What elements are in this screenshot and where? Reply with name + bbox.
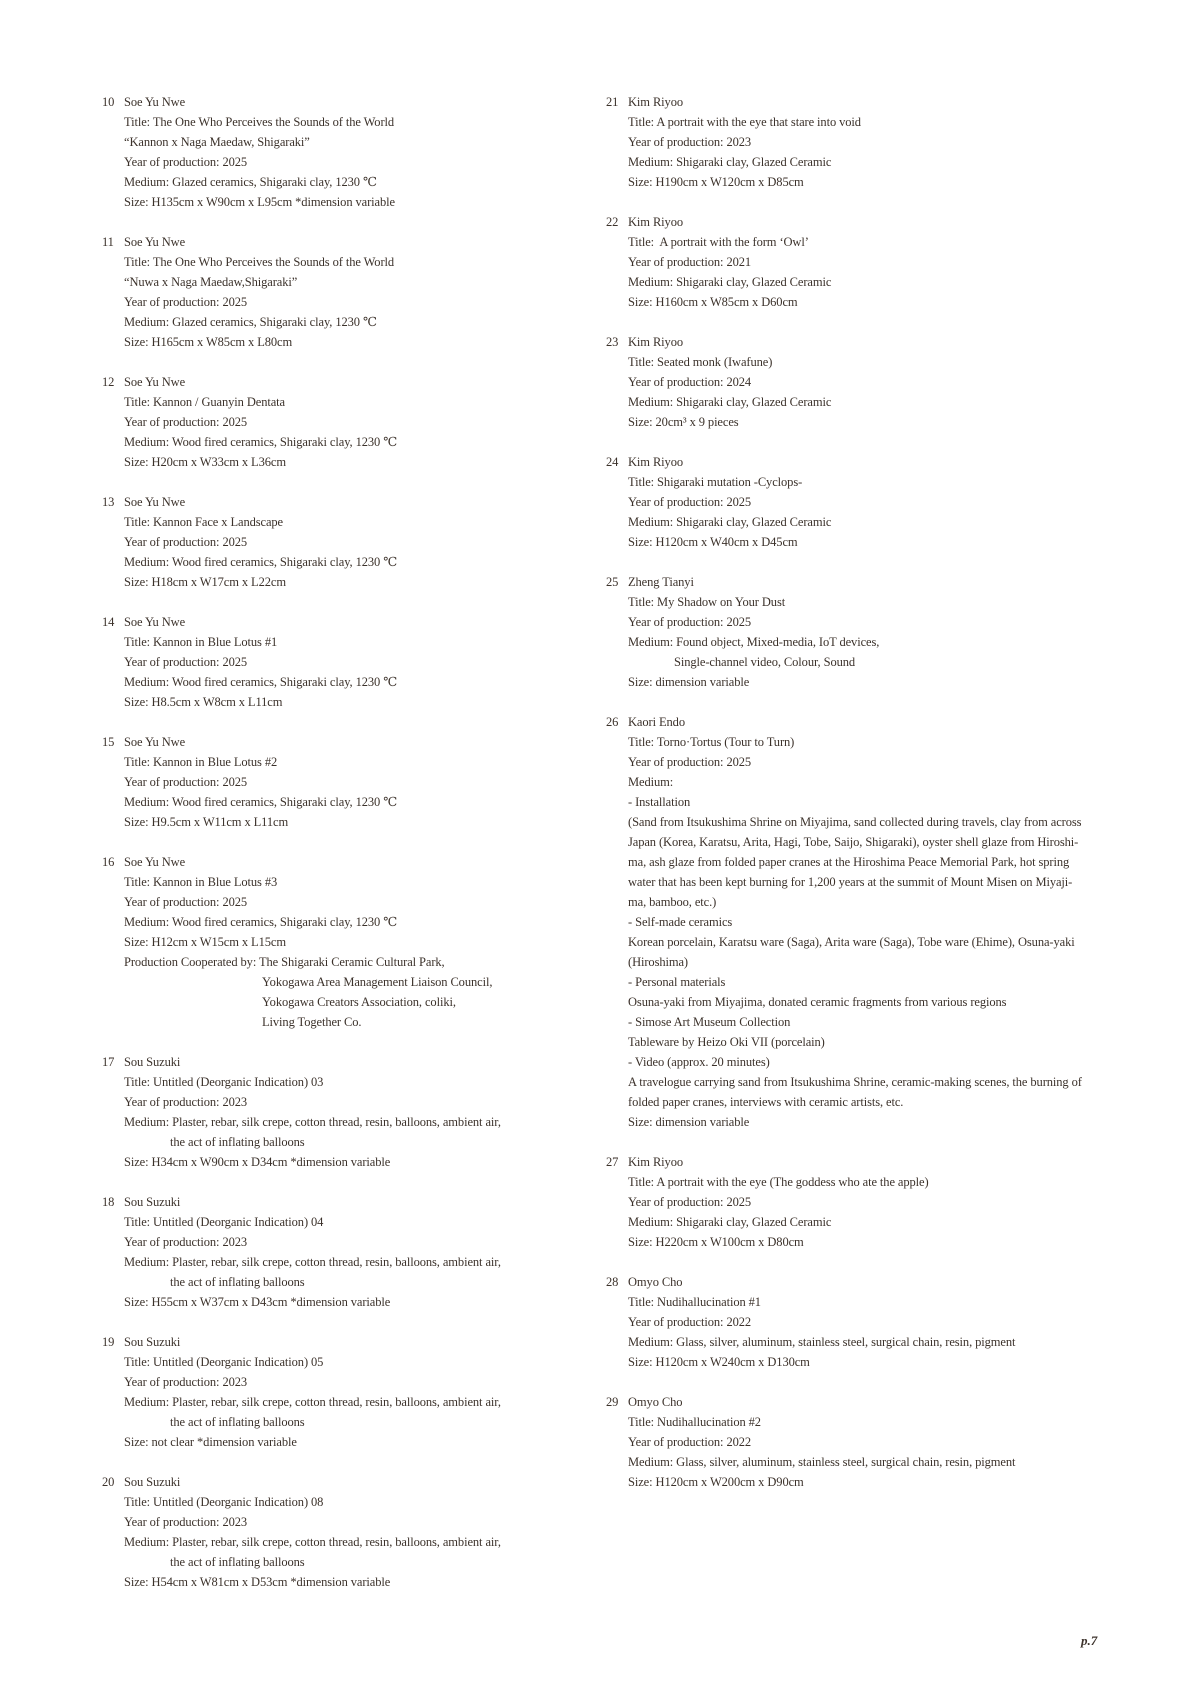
entry-detail-line: Living Together Co.	[262, 1015, 362, 1029]
entry-artist-name: Soe Yu Nwe	[124, 235, 186, 249]
entry-detail-line: (Hiroshima)	[628, 955, 688, 969]
entry-number: 25	[606, 575, 619, 589]
entry-detail-line: Year of production: 2025	[628, 1195, 752, 1209]
entry-detail-line: - Installation	[628, 795, 691, 809]
entry-artist-name: Soe Yu Nwe	[124, 495, 186, 509]
entry-detail-line: Medium: Glass, silver, aluminum, stainless steel, surgical chain, resin, pigment	[628, 1335, 1016, 1349]
entry-detail-line: Title: Untitled (Deorganic Indication) 05	[124, 1355, 324, 1369]
entry-detail-line: ma, bamboo, etc.)	[628, 895, 717, 909]
entry-detail-line: “Nuwa x Naga Maedaw,Shigaraki”	[124, 275, 298, 289]
entry-detail-line: Medium: Shigaraki clay, Glazed Ceramic	[628, 515, 832, 529]
entry-detail-line: Size: H165cm x W85cm x L80cm	[124, 335, 293, 349]
artwork-entry	[102, 612, 604, 712]
entry-detail-line: Title: Untitled (Deorganic Indication) 08	[124, 1495, 324, 1509]
entry-detail-line: Title: Untitled (Deorganic Indication) 03	[124, 1075, 324, 1089]
entry-header	[102, 1472, 604, 1492]
entry-detail-line: Size: H120cm x W40cm x D45cm	[628, 535, 798, 549]
entry-detail-line: Size: H12cm x W15cm x L15cm	[124, 935, 286, 949]
entry-detail-line: Size: H34cm x W90cm x D34cm *dimension variable	[124, 1155, 391, 1169]
entry-detail-line: Title: A portrait with the eye (The goddess who ate the apple)	[628, 1175, 929, 1189]
entry-artist-name: Omyo Cho	[628, 1275, 683, 1289]
entry-detail-line: Single-channel video, Colour, Sound	[674, 655, 856, 669]
entry-detail-line: Medium: Glazed ceramics, Shigaraki clay, 1230 ℃	[124, 315, 377, 329]
entry-number: 16	[102, 855, 115, 869]
entry-detail-line: Year of production: 2025	[124, 535, 248, 549]
entry-number: 12	[102, 375, 115, 389]
entry-artist-name: Zheng Tianyi	[628, 575, 694, 589]
entry-detail-line: Medium: Plaster, rebar, silk crepe, cotton thread, resin, balloons, ambient air,	[124, 1535, 501, 1549]
entry-header	[606, 1392, 1198, 1412]
entry-artist-name: Sou Suzuki	[124, 1055, 181, 1069]
entry-artist-name: Soe Yu Nwe	[124, 375, 186, 389]
entry-number: 24	[606, 455, 619, 469]
entry-detail-line: the act of inflating balloons	[170, 1415, 305, 1429]
entry-number: 14	[102, 615, 115, 629]
entry-detail-line: Year of production: 2023	[628, 135, 752, 149]
entry-number: 22	[606, 215, 619, 229]
artwork-entry	[102, 1192, 604, 1312]
entry-detail-line: Title: Seated monk (Iwafune)	[628, 355, 773, 369]
entry-detail-line: Size: 20cm³ x 9 pieces	[628, 415, 739, 429]
artwork-entry	[606, 1272, 1198, 1372]
entry-detail-line: Year of production: 2022	[628, 1435, 752, 1449]
entry-detail-line: Medium: Plaster, rebar, silk crepe, cotton thread, resin, balloons, ambient air,	[124, 1115, 501, 1129]
artwork-entry	[606, 92, 1198, 192]
artwork-entry	[102, 852, 604, 1032]
entry-number: 13	[102, 495, 115, 509]
entry-detail-line: Year of production: 2025	[124, 155, 248, 169]
entry-detail-line: Japan (Korea, Karatsu, Arita, Hagi, Tobe, Saijo, Shigaraki), oyster shell glaze from Hiroshi-	[628, 835, 1079, 849]
entry-header	[606, 92, 1198, 112]
entry-detail-line: Year of production: 2023	[124, 1515, 248, 1529]
artwork-entry	[102, 372, 604, 472]
entry-number: 11	[102, 235, 114, 249]
entry-detail-line: water that has been kept burning for 1,200 years at the summit of Mount Misen on Miyaji-	[628, 875, 1073, 889]
entry-number: 10	[102, 95, 115, 109]
artwork-entry	[102, 92, 604, 212]
entry-detail-line: Size: H160cm x W85cm x D60cm	[628, 295, 798, 309]
entry-detail-line: Title: Kannon in Blue Lotus #3	[124, 875, 278, 889]
entry-detail-line: Year of production: 2025	[124, 895, 248, 909]
entry-header	[606, 332, 1198, 352]
entry-detail-line: Medium: Shigaraki clay, Glazed Ceramic	[628, 275, 832, 289]
entry-header	[102, 372, 604, 392]
entry-detail-line: Title: Untitled (Deorganic Indication) 04	[124, 1215, 324, 1229]
entry-detail-line: Year of production: 2021	[628, 255, 752, 269]
artwork-entry	[606, 1152, 1198, 1252]
entry-detail-line: Size: H135cm x W90cm x L95cm *dimension variable	[124, 195, 395, 209]
entry-detail-line: Tableware by Heizo Oki VII (porcelain)	[628, 1035, 825, 1049]
entry-number: 17	[102, 1055, 115, 1069]
entry-number: 26	[606, 715, 619, 729]
artwork-list-column-left	[102, 92, 604, 1612]
entry-artist-name: Sou Suzuki	[124, 1475, 181, 1489]
entry-artist-name: Soe Yu Nwe	[124, 855, 186, 869]
entry-header	[606, 1272, 1198, 1292]
entry-detail-line: Medium: Found object, Mixed-media, IoT devices,	[628, 635, 880, 649]
entry-artist-name: Sou Suzuki	[124, 1335, 181, 1349]
entry-detail-line: - Video (approx. 20 minutes)	[628, 1055, 770, 1069]
entry-detail-line: Year of production: 2024	[628, 375, 752, 389]
entry-detail-line: Title: Shigaraki mutation -Cyclops-	[628, 475, 803, 489]
entry-detail-line: Year of production: 2025	[124, 655, 248, 669]
artwork-entry	[102, 1332, 604, 1452]
entry-detail-line: the act of inflating balloons	[170, 1555, 305, 1569]
entry-detail-line: Medium: Wood fired ceramics, Shigaraki clay, 1230 ℃	[124, 795, 398, 809]
entry-artist-name: Omyo Cho	[628, 1395, 683, 1409]
artwork-entry	[606, 452, 1198, 552]
entry-detail-line: Medium: Plaster, rebar, silk crepe, cotton thread, resin, balloons, ambient air,	[124, 1395, 501, 1409]
entry-detail-line: Title: A portrait with the form ‘Owl’	[628, 235, 809, 249]
entry-number: 18	[102, 1195, 115, 1209]
entry-number: 29	[606, 1395, 619, 1409]
entry-detail-line: Year of production: 2025	[124, 775, 248, 789]
entry-header	[606, 712, 1198, 732]
entry-detail-line: Year of production: 2023	[124, 1095, 248, 1109]
entry-detail-line: Medium: Shigaraki clay, Glazed Ceramic	[628, 395, 832, 409]
entry-detail-line: Size: H54cm x W81cm x D53cm *dimension variable	[124, 1575, 391, 1589]
entry-number: 19	[102, 1335, 115, 1349]
entry-header	[102, 1332, 604, 1352]
entry-detail-line: (Sand from Itsukushima Shrine on Miyajima, sand collected during travels, clay from across	[628, 815, 1082, 829]
artwork-entry	[606, 332, 1198, 432]
entry-header	[102, 1192, 604, 1212]
entry-number: 28	[606, 1275, 619, 1289]
entry-detail-line: Year of production: 2023	[124, 1375, 248, 1389]
entry-detail-line: Year of production: 2025	[124, 415, 248, 429]
entry-detail-line: Title: The One Who Perceives the Sounds of the World	[124, 115, 395, 129]
entry-artist-name: Kim Riyoo	[628, 1155, 684, 1169]
entry-detail-line: - Simose Art Museum Collection	[628, 1015, 791, 1029]
entry-detail-line: Size: H190cm x W120cm x D85cm	[628, 175, 804, 189]
entry-header	[606, 572, 1198, 592]
entry-detail-line: Year of production: 2025	[628, 755, 752, 769]
entry-detail-line: Medium: Glazed ceramics, Shigaraki clay, 1230 ℃	[124, 175, 377, 189]
entry-detail-line: folded paper cranes, interviews with ceramic artists, etc.	[628, 1095, 904, 1109]
entry-number: 15	[102, 735, 115, 749]
artwork-entry	[102, 1472, 604, 1592]
entry-header	[102, 852, 604, 872]
entry-header	[102, 1052, 604, 1072]
entry-header	[606, 452, 1198, 472]
entry-header	[102, 492, 604, 512]
entry-detail-line: Size: H120cm x W240cm x D130cm	[628, 1355, 810, 1369]
artwork-entry	[102, 232, 604, 352]
entry-detail-line: - Personal materials	[628, 975, 726, 989]
entry-detail-line: Size: H55cm x W37cm x D43cm *dimension variable	[124, 1295, 391, 1309]
entry-detail-line: Title: Torno·Tortus (Tour to Turn)	[628, 735, 795, 749]
entry-detail-line: Size: H18cm x W17cm x L22cm	[124, 575, 286, 589]
entry-detail-line: Osuna-yaki from Miyajima, donated ceramic fragments from various regions	[628, 995, 1007, 1009]
entry-detail-line: Medium: Wood fired ceramics, Shigaraki clay, 1230 ℃	[124, 915, 398, 929]
entry-artist-name: Kaori Endo	[628, 715, 685, 729]
entry-header	[606, 212, 1198, 232]
entry-detail-line: Title: A portrait with the eye that stare into void	[628, 115, 861, 129]
entry-number: 23	[606, 335, 619, 349]
page-number: p.7	[1081, 1633, 1098, 1648]
entry-detail-line: Title: Nudihallucination #1	[628, 1295, 761, 1309]
entry-detail-line: Medium:	[628, 775, 674, 789]
entry-number: 27	[606, 1155, 619, 1169]
entry-detail-line: “Kannon x Naga Maedaw, Shigaraki”	[124, 135, 310, 149]
entry-artist-name: Kim Riyoo	[628, 335, 684, 349]
entry-detail-line: Size: not clear *dimension variable	[124, 1435, 297, 1449]
entry-detail-line: Yokogawa Area Management Liaison Council,	[262, 975, 493, 989]
entry-header	[102, 92, 604, 112]
entry-detail-line: Medium: Glass, silver, aluminum, stainless steel, surgical chain, resin, pigment	[628, 1455, 1016, 1469]
entry-artist-name: Sou Suzuki	[124, 1195, 181, 1209]
artwork-entry	[102, 732, 604, 832]
entry-detail-line: Medium: Shigaraki clay, Glazed Ceramic	[628, 155, 832, 169]
entry-artist-name: Soe Yu Nwe	[124, 615, 186, 629]
artwork-entry	[606, 212, 1198, 312]
entry-detail-line: Title: Kannon Face x Landscape	[124, 515, 283, 529]
entry-detail-line: Size: dimension variable	[628, 675, 750, 689]
entry-detail-line: Title: Nudihallucination #2	[628, 1415, 761, 1429]
entry-detail-line: Title: Kannon in Blue Lotus #2	[124, 755, 278, 769]
entry-detail-line: Year of production: 2023	[124, 1235, 248, 1249]
entry-number: 21	[606, 95, 619, 109]
entry-detail-line: Size: H220cm x W100cm x D80cm	[628, 1235, 804, 1249]
entry-detail-line: Year of production: 2025	[628, 615, 752, 629]
entry-artist-name: Soe Yu Nwe	[124, 735, 186, 749]
entry-detail-line: Size: H9.5cm x W11cm x L11cm	[124, 815, 289, 829]
entry-header	[102, 232, 604, 252]
artwork-entry	[606, 712, 1198, 1132]
entry-detail-line: Year of production: 2022	[628, 1315, 752, 1329]
entry-detail-line: Title: My Shadow on Your Dust	[628, 595, 786, 609]
entry-detail-line: the act of inflating balloons	[170, 1135, 305, 1149]
entry-number: 20	[102, 1475, 115, 1489]
entry-detail-line: Size: H20cm x W33cm x L36cm	[124, 455, 286, 469]
entry-detail-line: Year of production: 2025	[628, 495, 752, 509]
entry-detail-line: Title: Kannon / Guanyin Dentata	[124, 395, 285, 409]
entry-header	[102, 612, 604, 632]
entry-header	[102, 732, 604, 752]
artwork-entry	[606, 572, 1198, 692]
entry-detail-line: Medium: Shigaraki clay, Glazed Ceramic	[628, 1215, 832, 1229]
entry-detail-line: Medium: Wood fired ceramics, Shigaraki clay, 1230 ℃	[124, 435, 398, 449]
entry-detail-line: Title: The One Who Perceives the Sounds of the World	[124, 255, 395, 269]
entry-detail-line: Year of production: 2025	[124, 295, 248, 309]
entry-detail-line: Medium: Wood fired ceramics, Shigaraki clay, 1230 ℃	[124, 555, 398, 569]
entry-detail-line: Size: dimension variable	[628, 1115, 750, 1129]
entry-detail-line: Yokogawa Creators Association, coliki,	[262, 995, 456, 1009]
artwork-entry	[102, 492, 604, 592]
entry-detail-line: Size: H8.5cm x W8cm x L11cm	[124, 695, 283, 709]
entry-detail-line: ma, ash glaze from folded paper cranes at the Hiroshima Peace Memorial Park, hot spring	[628, 855, 1070, 869]
entry-detail-line: Size: H120cm x W200cm x D90cm	[628, 1475, 804, 1489]
artwork-entry	[606, 1392, 1198, 1492]
entry-header	[606, 1152, 1198, 1172]
entry-detail-line: the act of inflating balloons	[170, 1275, 305, 1289]
entry-artist-name: Kim Riyoo	[628, 95, 684, 109]
entry-detail-line: A travelogue carrying sand from Itsukushima Shrine, ceramic-making scenes, the burning of	[628, 1075, 1082, 1089]
entry-detail-line: Korean porcelain, Karatsu ware (Saga), Arita ware (Saga), Tobe ware (Ehime), Osuna-yaki	[628, 935, 1075, 949]
entry-detail-line: Production Cooperated by: The Shigaraki Ceramic Cultural Park,	[124, 955, 445, 969]
entry-artist-name: Kim Riyoo	[628, 215, 684, 229]
entry-detail-line: Medium: Plaster, rebar, silk crepe, cotton thread, resin, balloons, ambient air,	[124, 1255, 501, 1269]
entry-artist-name: Soe Yu Nwe	[124, 95, 186, 109]
artwork-entry	[102, 1052, 604, 1172]
artwork-list-column-right	[606, 92, 1198, 1512]
entry-detail-line: Medium: Wood fired ceramics, Shigaraki clay, 1230 ℃	[124, 675, 398, 689]
entry-detail-line: Title: Kannon in Blue Lotus #1	[124, 635, 278, 649]
entry-artist-name: Kim Riyoo	[628, 455, 684, 469]
entry-detail-line: - Self-made ceramics	[628, 915, 733, 929]
